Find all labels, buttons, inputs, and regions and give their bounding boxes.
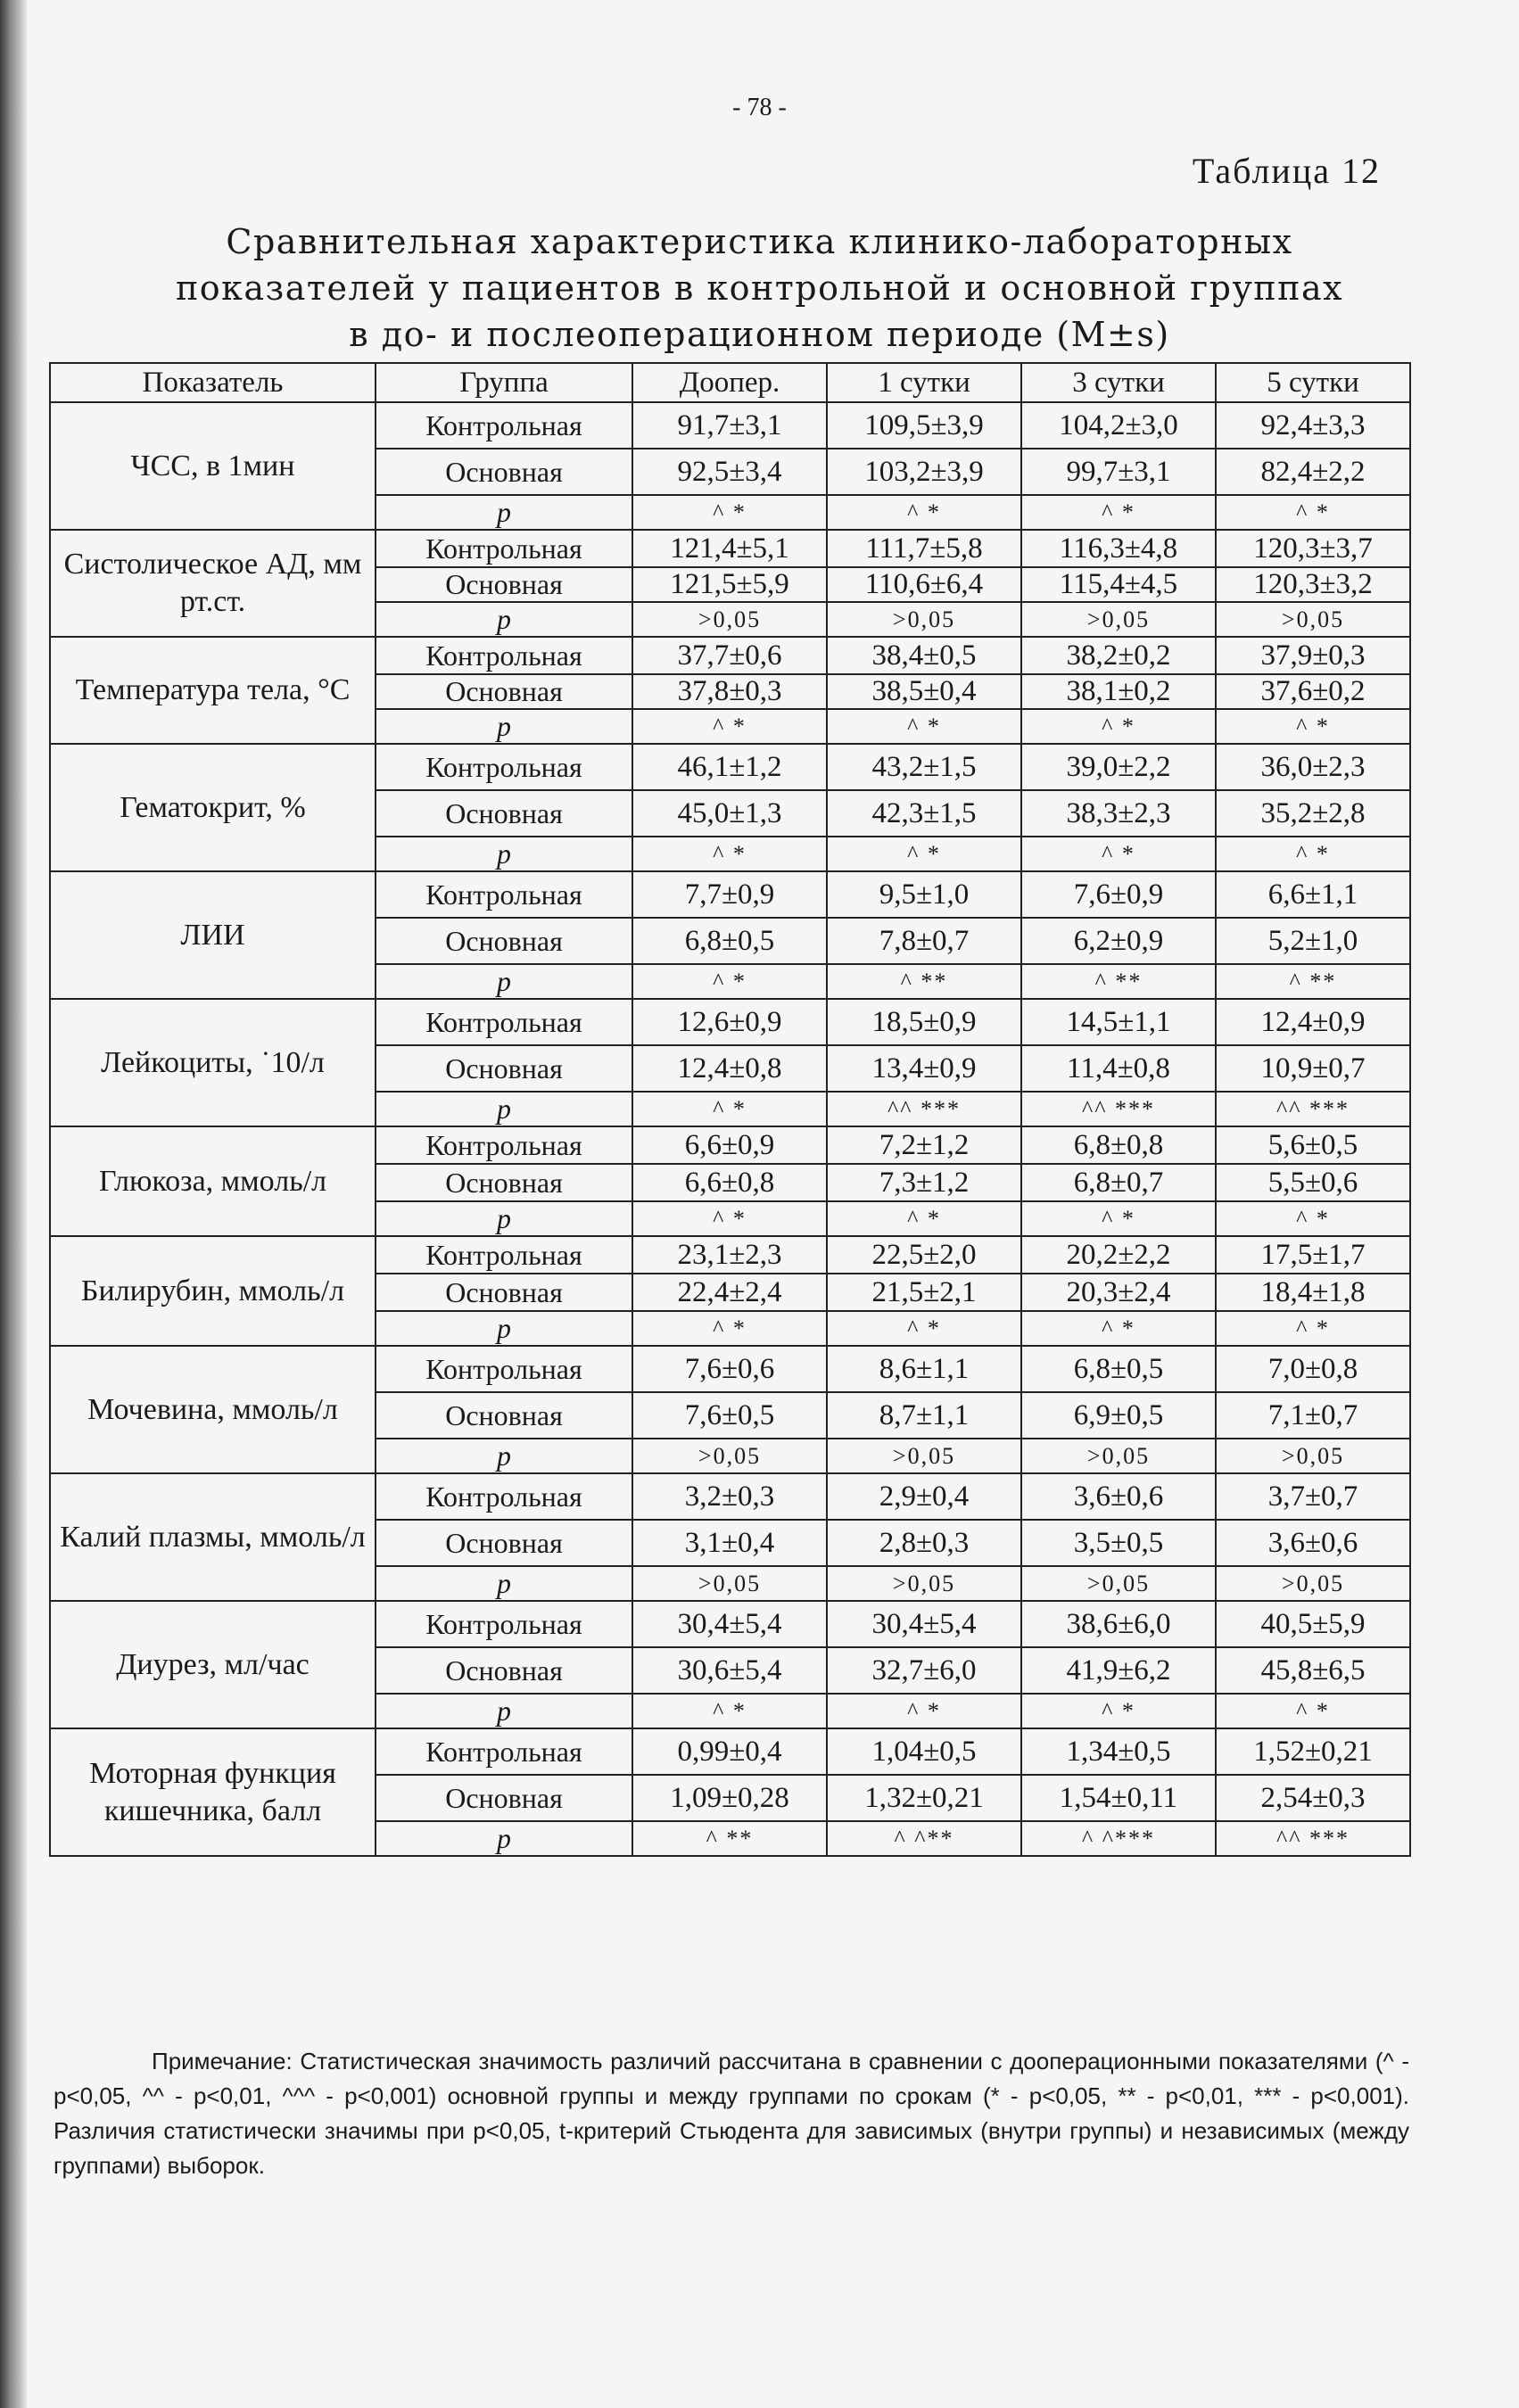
group-cell: Основная (376, 1775, 632, 1821)
group-cell: Основная (376, 1520, 632, 1566)
control-row (50, 530, 1410, 567)
group-cell: Основная (376, 1392, 632, 1439)
group-cell: Контрольная (376, 1728, 632, 1775)
indicator-cell: Мочевина, ммоль/л (50, 1346, 376, 1473)
value-cell: 8,6±1,1 (827, 1346, 1021, 1392)
value-cell: 30,4±5,4 (632, 1601, 827, 1647)
indicator-cell: Глюкоза, ммоль/л (50, 1126, 376, 1236)
value-cell: 20,2±2,2 (1021, 1236, 1216, 1274)
significance-cell: >0,05 (827, 602, 1021, 637)
value-cell: 38,2±0,2 (1021, 637, 1216, 674)
significance-cell: ^ * (1021, 495, 1216, 530)
header-row (50, 363, 1410, 402)
control-row (50, 1126, 1410, 1164)
value-cell: 5,2±1,0 (1216, 918, 1410, 964)
value-cell: 2,54±0,3 (1216, 1775, 1410, 1821)
header-indicator: Показатель (50, 363, 376, 402)
value-cell: 9,5±1,0 (827, 871, 1021, 918)
group-cell: Основная (376, 674, 632, 709)
group-cell: Контрольная (376, 1601, 632, 1647)
value-cell: 1,52±0,21 (1216, 1728, 1410, 1775)
value-cell: 18,4±1,8 (1216, 1274, 1410, 1311)
significance-cell: ^ * (1021, 1311, 1216, 1346)
value-cell: 3,1±0,4 (632, 1520, 827, 1566)
significance-cell: ^ * (632, 837, 827, 871)
significance-cell: ^ * (632, 1201, 827, 1236)
value-cell: 38,1±0,2 (1021, 674, 1216, 709)
value-cell: 35,2±2,8 (1216, 790, 1410, 837)
significance-cell: ^ * (1216, 1201, 1410, 1236)
value-cell: 7,6±0,9 (1021, 871, 1216, 918)
table-title (54, 219, 1465, 358)
value-cell: 1,04±0,5 (827, 1728, 1021, 1775)
value-cell: 120,3±3,2 (1216, 567, 1410, 602)
title-line: в до- и послеоперационном периоде (M±s) (349, 315, 1170, 354)
value-cell: 38,6±6,0 (1021, 1601, 1216, 1647)
value-cell: 6,2±0,9 (1021, 918, 1216, 964)
group-cell: Основная (376, 449, 632, 495)
value-cell: 37,8±0,3 (632, 674, 827, 709)
significance-cell: >0,05 (1216, 602, 1410, 637)
header-group: Группа (376, 363, 632, 402)
value-cell: 37,6±0,2 (1216, 674, 1410, 709)
indicator-cell: Температура тела, °С (50, 637, 376, 744)
value-cell: 110,6±6,4 (827, 567, 1021, 602)
group-cell: Контрольная (376, 1473, 632, 1520)
value-cell: 1,54±0,11 (1021, 1775, 1216, 1821)
table-body (50, 402, 1410, 1856)
value-cell: 6,8±0,8 (1021, 1126, 1216, 1164)
value-cell: 36,0±2,3 (1216, 744, 1410, 790)
significance-cell: ^ * (827, 495, 1021, 530)
value-cell: 38,5±0,4 (827, 674, 1021, 709)
footnote: Примечание: Статистическая значимость различий рассчитана в сравнении с дооперационными показателями (^ - p<0,05, ^^ - p<0,01, ^^^ - p<0,001) основной группы и между группами по срокам (* - p<0,05, ** - p<0,01, *** - p<0,001). Различия статистически значимы при p<0,05, t-критерий Стьюдента для зависимых (внутри группы) и независимых (между группами) выборок. (54, 2048, 1409, 2179)
group-cell: Контрольная (376, 1346, 632, 1392)
significance-cell: >0,05 (1216, 1439, 1410, 1473)
value-cell: 30,4±5,4 (827, 1601, 1021, 1647)
table-label: Таблица 12 (1192, 151, 1381, 191)
significance-cell: ^ * (1216, 1311, 1410, 1346)
value-cell: 22,5±2,0 (827, 1236, 1021, 1274)
value-cell: 3,6±0,6 (1021, 1473, 1216, 1520)
significance-cell: ^ * (1216, 495, 1410, 530)
p-label-cell: p (376, 1201, 632, 1236)
value-cell: 14,5±1,1 (1021, 999, 1216, 1045)
p-label-cell: p (376, 1694, 632, 1728)
indicator-cell: Лейкоциты, ˙10/л (50, 999, 376, 1126)
value-cell: 30,6±5,4 (632, 1647, 827, 1694)
value-cell: 103,2±3,9 (827, 449, 1021, 495)
value-cell: 7,1±0,7 (1216, 1392, 1410, 1439)
value-cell: 39,0±2,2 (1021, 744, 1216, 790)
value-cell: 12,4±0,9 (1216, 999, 1410, 1045)
group-cell: Контрольная (376, 999, 632, 1045)
value-cell: 6,9±0,5 (1021, 1392, 1216, 1439)
group-cell: Контрольная (376, 871, 632, 918)
header-preop: Доопер. (632, 363, 827, 402)
group-cell: Контрольная (376, 402, 632, 449)
value-cell: 32,7±6,0 (827, 1647, 1021, 1694)
group-cell: Контрольная (376, 637, 632, 674)
value-cell: 92,4±3,3 (1216, 402, 1410, 449)
value-cell: 11,4±0,8 (1021, 1045, 1216, 1092)
header-day5: 5 сутки (1216, 363, 1410, 402)
group-cell: Основная (376, 1647, 632, 1694)
group-cell: Основная (376, 1274, 632, 1311)
p-label-cell: p (376, 837, 632, 871)
indicator-cell: Моторная функция кишечника, балл (50, 1728, 376, 1856)
group-cell: Основная (376, 567, 632, 602)
group-cell: Основная (376, 1045, 632, 1092)
group-cell: Контрольная (376, 1126, 632, 1164)
value-cell: 3,5±0,5 (1021, 1520, 1216, 1566)
control-row (50, 402, 1410, 449)
significance-cell: ^ * (827, 1694, 1021, 1728)
value-cell: 7,6±0,5 (632, 1392, 827, 1439)
value-cell: 120,3±3,7 (1216, 530, 1410, 567)
value-cell: 45,8±6,5 (1216, 1647, 1410, 1694)
control-row (50, 999, 1410, 1045)
value-cell: 41,9±6,2 (1021, 1647, 1216, 1694)
value-cell: 91,7±3,1 (632, 402, 827, 449)
p-label-cell: p (376, 1821, 632, 1856)
value-cell: 99,7±3,1 (1021, 449, 1216, 495)
significance-cell: ^ * (827, 1311, 1021, 1346)
header-day3: 3 сутки (1021, 363, 1216, 402)
control-row (50, 637, 1410, 674)
p-label-cell: p (376, 602, 632, 637)
page-number: - 78 - (732, 94, 787, 121)
control-row (50, 1728, 1410, 1775)
significance-cell: >0,05 (1021, 1566, 1216, 1601)
significance-cell: >0,05 (827, 1566, 1021, 1601)
value-cell: 121,5±5,9 (632, 567, 827, 602)
value-cell: 23,1±2,3 (632, 1236, 827, 1274)
group-cell: Контрольная (376, 530, 632, 567)
control-row (50, 1346, 1410, 1392)
value-cell: 7,8±0,7 (827, 918, 1021, 964)
significance-cell: >0,05 (632, 602, 827, 637)
value-cell: 5,6±0,5 (1216, 1126, 1410, 1164)
indicator-cell: ЛИИ (50, 871, 376, 999)
value-cell: 7,3±1,2 (827, 1164, 1021, 1201)
value-cell: 3,2±0,3 (632, 1473, 827, 1520)
value-cell: 45,0±1,3 (632, 790, 827, 837)
value-cell: 0,99±0,4 (632, 1728, 827, 1775)
indicator-cell: Диурез, мл/час (50, 1601, 376, 1728)
header-day1: 1 сутки (827, 363, 1021, 402)
value-cell: 5,5±0,6 (1216, 1164, 1410, 1201)
significance-cell: ^ ** (632, 1821, 827, 1856)
title-line: Сравнительная характеристика клинико-лабораторных (226, 222, 1293, 261)
value-cell: 7,7±0,9 (632, 871, 827, 918)
value-cell: 7,6±0,6 (632, 1346, 827, 1392)
significance-cell: ^ * (632, 1092, 827, 1126)
value-cell: 6,6±0,9 (632, 1126, 827, 1164)
significance-cell: ^ * (632, 709, 827, 744)
significance-cell: ^ * (1021, 1201, 1216, 1236)
significance-cell: ^ * (632, 495, 827, 530)
significance-cell: ^ * (827, 709, 1021, 744)
value-cell: 82,4±2,2 (1216, 449, 1410, 495)
significance-cell: >0,05 (1216, 1566, 1410, 1601)
value-cell: 121,4±5,1 (632, 530, 827, 567)
control-row (50, 1236, 1410, 1274)
value-cell: 2,8±0,3 (827, 1520, 1021, 1566)
significance-cell: >0,05 (632, 1566, 827, 1601)
value-cell: 38,4±0,5 (827, 637, 1021, 674)
significance-cell: ^ * (632, 1311, 827, 1346)
p-label-cell: p (376, 1566, 632, 1601)
value-cell: 22,4±2,4 (632, 1274, 827, 1311)
value-cell: 37,7±0,6 (632, 637, 827, 674)
value-cell: 1,09±0,28 (632, 1775, 827, 1821)
title-line: показателей у пациентов в контрольной и основной группах (175, 268, 1344, 308)
value-cell: 46,1±1,2 (632, 744, 827, 790)
group-cell: Основная (376, 790, 632, 837)
indicator-cell: Калий плазмы, ммоль/л (50, 1473, 376, 1601)
data-table (49, 362, 1411, 1857)
indicator-cell: Систолическое АД, мм рт.ст. (50, 530, 376, 637)
significance-cell: ^ * (1021, 837, 1216, 871)
value-cell: 10,9±0,7 (1216, 1045, 1410, 1092)
value-cell: 20,3±2,4 (1021, 1274, 1216, 1311)
value-cell: 8,7±1,1 (827, 1392, 1021, 1439)
significance-cell: ^^ *** (1021, 1092, 1216, 1126)
group-cell: Основная (376, 1164, 632, 1201)
value-cell: 115,4±4,5 (1021, 567, 1216, 602)
value-cell: 104,2±3,0 (1021, 402, 1216, 449)
value-cell: 3,6±0,6 (1216, 1520, 1410, 1566)
value-cell: 12,4±0,8 (632, 1045, 827, 1092)
value-cell: 1,32±0,21 (827, 1775, 1021, 1821)
significance-cell: >0,05 (1021, 1439, 1216, 1473)
book-spine-shadow (0, 0, 27, 2408)
control-row (50, 1473, 1410, 1520)
p-label-cell: p (376, 964, 632, 999)
value-cell: 6,8±0,7 (1021, 1164, 1216, 1201)
significance-cell: ^^ *** (1216, 1092, 1410, 1126)
indicator-cell: Билирубин, ммоль/л (50, 1236, 376, 1346)
value-cell: 1,34±0,5 (1021, 1728, 1216, 1775)
significance-cell: ^ * (827, 1201, 1021, 1236)
value-cell: 17,5±1,7 (1216, 1236, 1410, 1274)
value-cell: 7,2±1,2 (827, 1126, 1021, 1164)
significance-cell: ^ * (1021, 1694, 1216, 1728)
group-cell: Основная (376, 918, 632, 964)
value-cell: 7,0±0,8 (1216, 1346, 1410, 1392)
value-cell: 116,3±4,8 (1021, 530, 1216, 567)
significance-cell: ^ * (632, 1694, 827, 1728)
value-cell: 42,3±1,5 (827, 790, 1021, 837)
value-cell: 18,5±0,9 (827, 999, 1021, 1045)
p-label-cell: p (376, 709, 632, 744)
significance-cell: >0,05 (827, 1439, 1021, 1473)
value-cell: 92,5±3,4 (632, 449, 827, 495)
value-cell: 21,5±2,1 (827, 1274, 1021, 1311)
p-label-cell: p (376, 1092, 632, 1126)
significance-cell: ^ * (827, 837, 1021, 871)
value-cell: 37,9±0,3 (1216, 637, 1410, 674)
significance-cell: ^ ** (827, 964, 1021, 999)
significance-cell: ^ * (1216, 837, 1410, 871)
significance-cell: ^ ^*** (1021, 1821, 1216, 1856)
p-label-cell: p (376, 1311, 632, 1346)
value-cell: 6,8±0,5 (1021, 1346, 1216, 1392)
value-cell: 3,7±0,7 (1216, 1473, 1410, 1520)
indicator-cell: ЧСС, в 1мин (50, 402, 376, 530)
value-cell: 13,4±0,9 (827, 1045, 1021, 1092)
value-cell: 6,6±1,1 (1216, 871, 1410, 918)
value-cell: 6,6±0,8 (632, 1164, 827, 1201)
value-cell: 38,3±2,3 (1021, 790, 1216, 837)
value-cell: 2,9±0,4 (827, 1473, 1021, 1520)
significance-cell: ^ * (1216, 1694, 1410, 1728)
p-label-cell: p (376, 1439, 632, 1473)
group-cell: Контрольная (376, 744, 632, 790)
p-label-cell: p (376, 495, 632, 530)
significance-cell: >0,05 (632, 1439, 827, 1473)
value-cell: 6,8±0,5 (632, 918, 827, 964)
significance-cell: ^ * (1021, 709, 1216, 744)
value-cell: 12,6±0,9 (632, 999, 827, 1045)
value-cell: 109,5±3,9 (827, 402, 1021, 449)
significance-cell: ^^ *** (1216, 1821, 1410, 1856)
significance-cell: ^ ^** (827, 1821, 1021, 1856)
indicator-cell: Гематокрит, % (50, 744, 376, 871)
value-cell: 40,5±5,9 (1216, 1601, 1410, 1647)
significance-cell: ^ * (632, 964, 827, 999)
value-cell: 111,7±5,8 (827, 530, 1021, 567)
control-row (50, 871, 1410, 918)
control-row (50, 744, 1410, 790)
significance-cell: ^ * (1216, 709, 1410, 744)
value-cell: 43,2±1,5 (827, 744, 1021, 790)
significance-cell: ^^ *** (827, 1092, 1021, 1126)
significance-cell: ^ ** (1021, 964, 1216, 999)
significance-cell: ^ ** (1216, 964, 1410, 999)
group-cell: Контрольная (376, 1236, 632, 1274)
significance-cell: >0,05 (1021, 602, 1216, 637)
control-row (50, 1601, 1410, 1647)
